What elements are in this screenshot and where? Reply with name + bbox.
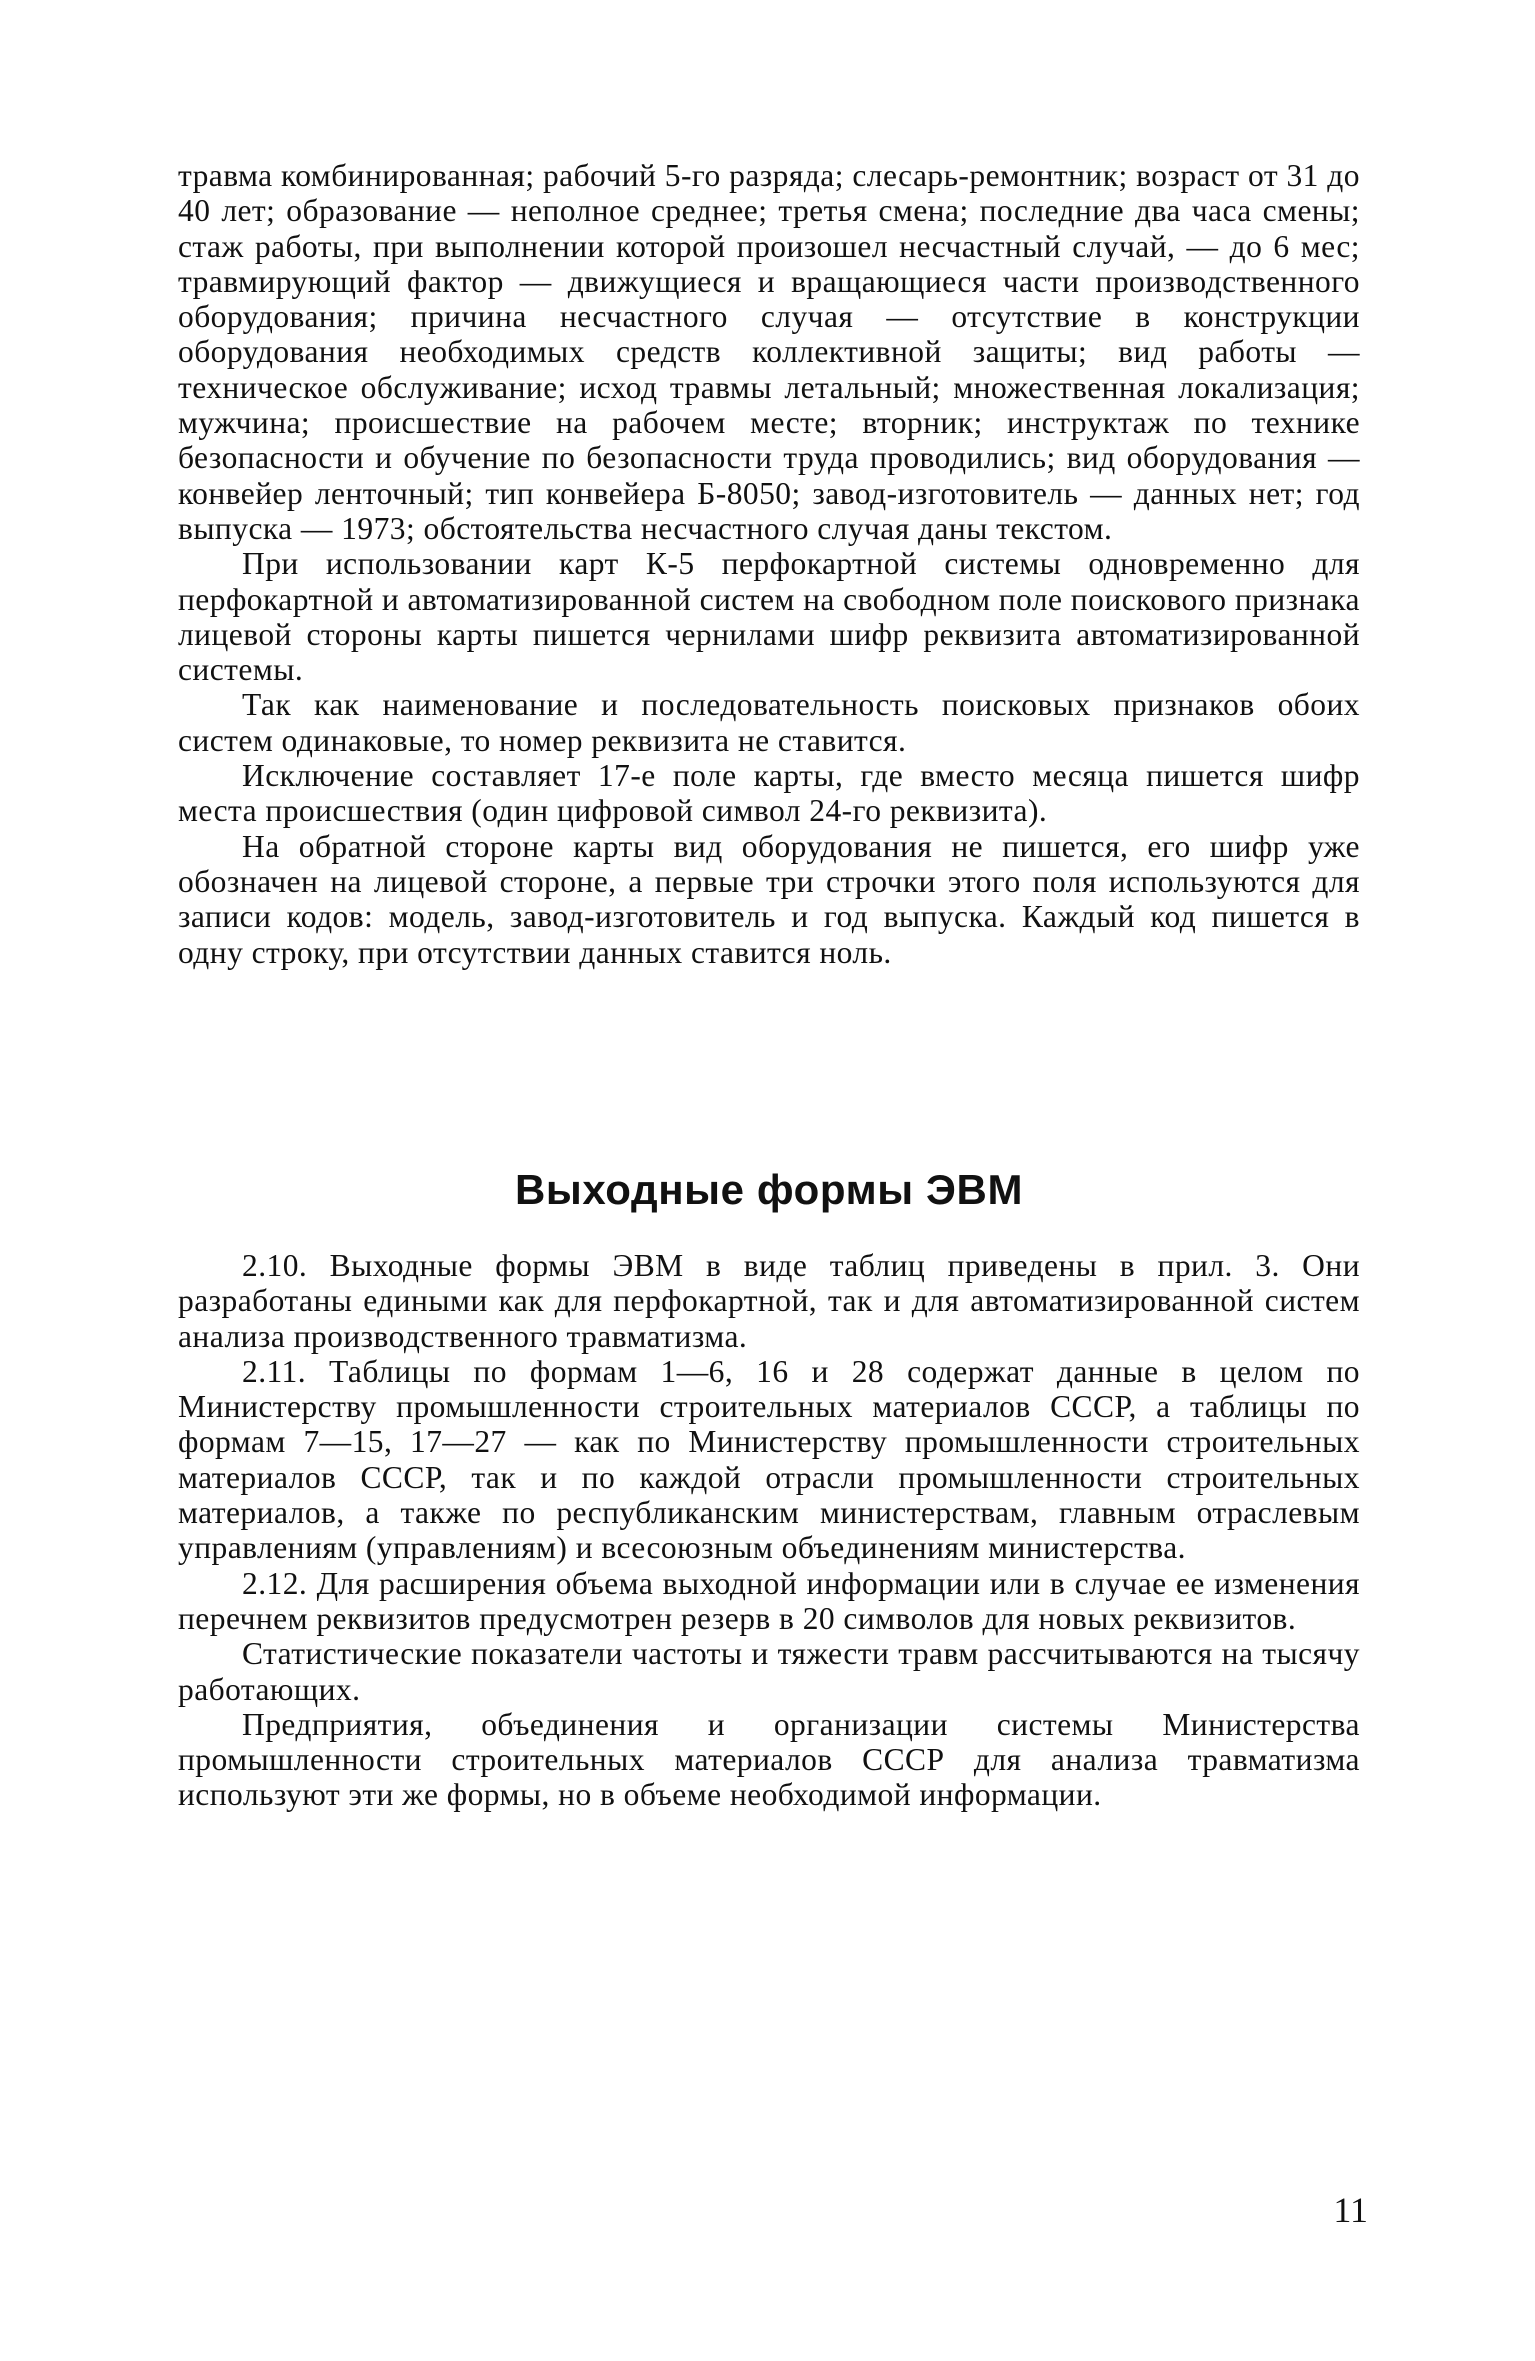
paragraph-statistics: Статистические показатели частоты и тяжести травм рассчитываются на тысячу работающих.	[178, 1636, 1360, 1707]
paragraph-card-usage: При использовании карт К-5 перфокартной системы одновременно для перфокартной и автоматизированной систем на свободном поле поискового признака лицевой стороны карты пишется чернилами шифр реквизита автоматизированной системы.	[178, 546, 1360, 688]
page-number: 11	[1333, 2190, 1368, 2230]
body-text-bottom	[178, 1248, 1360, 1813]
paragraph-enterprises: Предприятия, объединения и организации системы Министерства промышленности строительных материалов СССР для анализа травматизма используют эти же формы, но в объеме необходимой информации.	[178, 1706, 1360, 1813]
paragraph-2-11: 2.11. Таблицы по формам 1—6, 16 и 28 содержат данные в целом по Министерству промышленности строительных материалов СССР, а таблицы по формам 7—15, 17—27 — как по Министерству промышленности строительных материалов СССР, так и по каждой отрасли промышленности строительных материалов, а также по республиканским министерствам, главным отраслевым управлениям (управлениям) и всесоюзным объединениям министерства.	[178, 1353, 1360, 1566]
paragraph-card-back-side: На обратной стороне карты вид оборудования не пишется, его шифр уже обозначен на лицевой стороне, а первые три строчки этого поля используются для записи кодов: модель, завод-изготовитель и год выпуска. Каждый код пишется в одну строку, при отсутствии данных ставится ноль.	[178, 828, 1360, 970]
paragraph-field-17-exception: Исключение составляет 17-е поле карты, где вместо месяца пишется шифр места происшествия (один цифровой символ 24-го реквизита).	[178, 758, 1360, 829]
paragraph-injury-description: травма комбинированная; рабочий 5-го разряда; слесарь-ремонтник; возраст от 31 до 40 лет; образование — неполное среднее; третья смена; последние два часа смены; стаж работы, при выполнении которой произошел несчастный случай, — до 6 мес; травмирующий фактор — движущиеся и вращающиеся части производственного оборудования; причина несчастного случая — отсутствие в конструкции оборудования необходимых средств коллективной защиты; вид работы — техническое обслуживание; исход травмы летальный; множественная локализация; мужчина; происшествие на рабочем месте; вторник; инструктаж по технике безопасности и обучение по безопасности труда проводились; вид оборудования — конвейер ленточный; тип конвейера Б-8050; завод-изготовитель — данных нет; год выпуска — 1973; обстоятельства несчастного случая даны текстом.	[178, 158, 1360, 546]
section-heading: Выходные формы ЭВМ	[514, 1166, 1024, 1213]
paragraph-2-12: 2.12. Для расширения объема выходной информации или в случае ее изменения перечнем реквизитов предусмотрен резерв в 20 символов для новых реквизитов.	[178, 1565, 1360, 1636]
paragraph-2-10: 2.10. Выходные формы ЭВМ в виде таблиц приведены в прил. 3. Они разработаны едиными как для перфокартной, так и для автоматизированной систем анализа производственного травматизма.	[178, 1248, 1360, 1354]
paragraph-requisite-number: Так как наименование и последовательность поисковых признаков обоих систем одинаковые, то номер реквизита не ставится.	[178, 687, 1360, 758]
body-text-top	[178, 158, 1360, 970]
